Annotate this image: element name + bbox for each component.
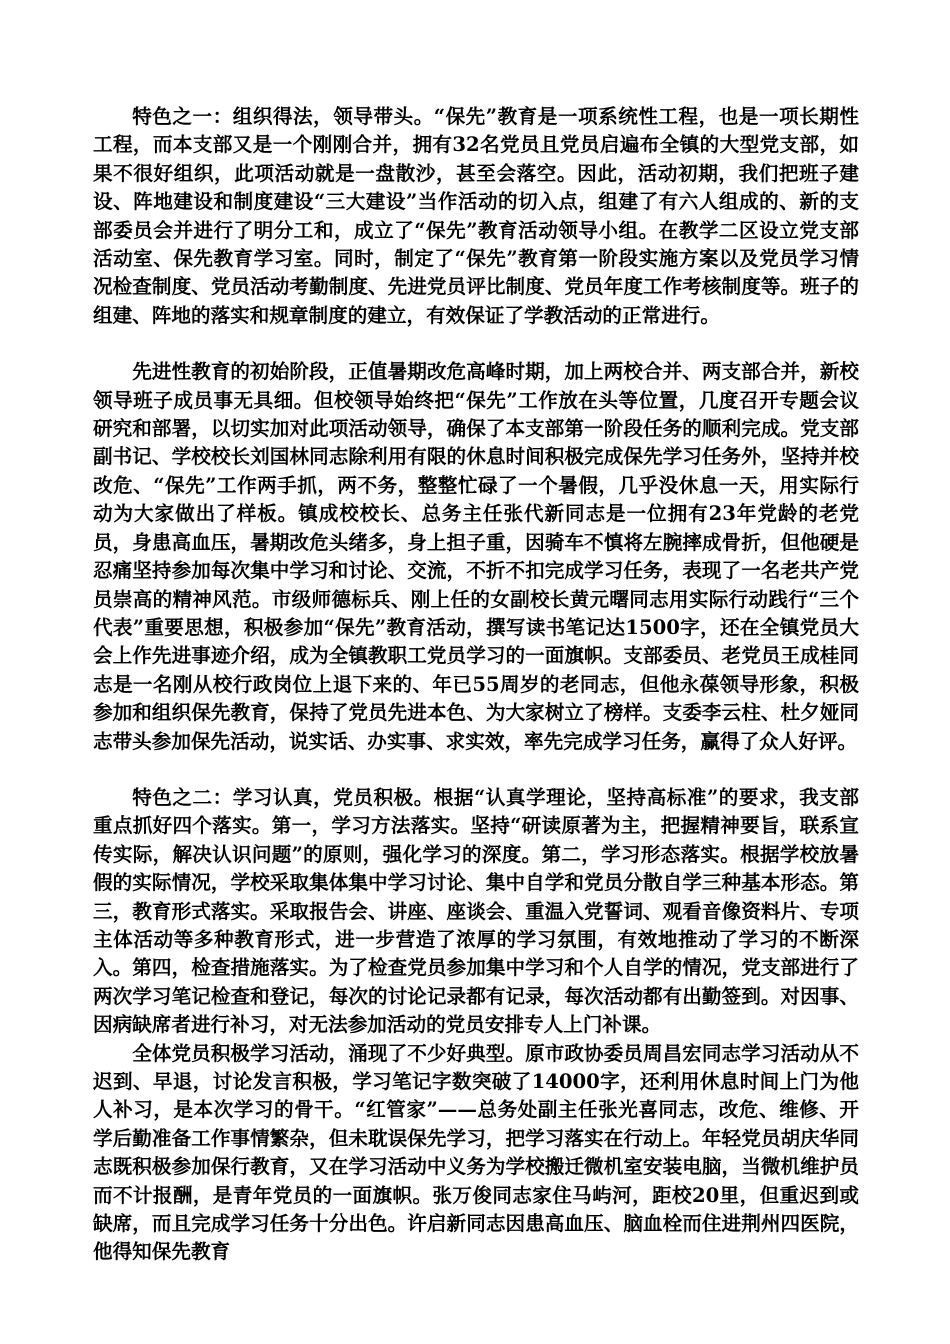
- paragraph-feature-two: 特色之二：学习认真，党员积极。根据“认真学理论，坚持高标准”的要求，我支部重点抓好四个落实。第一，学习方法落实。坚持“研读原著为主，把握精神要旨，联系宣传实际，解决认识问题”的原则，强化学习的深度。第二，学习形态落实。根据学校放暑假的实际情况，学校采取集体集中学习讨论、集中自学和党员分散自学三种基本形态。第三，教育形式落实。采取报告会、讲座、座谈会、重温入党誓词、观看音像资料片、专项主体活动等多种教育形式，进一步营造了浓厚的学习氛围，有效地推动了学习的不断深入。第四，检查措施落实。为了检查党员参加集中学习和个人自学的情况，党支部进行了两次学习笔记检查和登记，每次的讨论记录都有记录，每次活动都有出勤签到。对因事、因病缺席者进行补习，对无法参加活动的党员安排专人上门补课。: [93, 785, 859, 1037]
- paragraph-initial-stage: 先进性教育的初始阶段，正值暑期改危高峰时期，加上两校合并、两支部合并，新校领导班子成员事无具细。但校领导始终把“保先”工作放在头等位置，几度召开专题会议研究和部署，以切实加对此项活动领导，确保了本支部第一阶段任务的顺利完成。党支部副书记、学校校长刘国林同志除利用有限的休息时间积极完成保先学习任务外，坚持并校改危、“保先”工作两手抓，两不务，整整忙碌了一个暑假，几乎没休息一天，用实际行动为大家做出了样板。镇成校校长、总务主任张代新同志是一位拥有23年党龄的老党员，身患高血压，暑期改危头绪多，身上担子重，因骑车不慎将左腕摔成骨折，但他硬是忍痛坚持参加每次集中学习和讨论、交流，不折不扣完成学习任务，表现了一名老共产党员崇高的精神风范。市级师德标兵、刚上任的女副校长黄元曙同志用实际行动践行“三个代表”重要思想，积极参加“保先”教育活动，撰写读书笔记达1500字，还在全镇党员大会上作先进事迹介绍，成为全镇教职工党员学习的一面旗帜。支部委员、老党员王成桂同志是一名刚从校行政岗位上退下来的、年已55周岁的老同志，但他永葆领导形象，积极参加和组织保先教育，保持了党员先进本色、为大家树立了榜样。支委李云柱、杜夕娅同志带头参加保先活动，说实话、办实事、求实效，率先完成学习任务，赢得了众人好评。: [93, 360, 859, 753]
- paragraph-feature-one: 特色之一：组织得法，领导带头。“保先”教育是一项系统性工程，也是一项长期性工程，而本支部又是一个刚刚合并，拥有32名党员且党员启遍布全镇的大型党支部，如果不很好组织，此项活动就是一盘散沙，甚至会落空。因此，活动初期，我们把班子建设、阵地建设和制度建设“三大建设”当作活动的切入点，组建了有六人组成的、新的支部委员会并进行了明分工和，成立了“保先”教育活动领导小组。在教学二区设立党支部活动室、保先教育学习室。同时，制定了“保先”教育第一阶段实施方案以及党员学习情况检查制度、党员活动考勤制度、先进党员评比制度、党员年度工作考核制度等。班子的组建、阵地的落实和规章制度的建立，有效保证了学教活动的正常进行。: [93, 105, 859, 327]
- document-body: [93, 103, 859, 1267]
- paragraph-typical-examples: 全体党员积极学习活动，涌现了不少好典型。原市政协委员周昌宏同志学习活动从不迟到、早退，讨论发言积极，学习笔记字数突破了14000字，还利用休息时间上门为他人补习，是本次学习的骨干。“红管家”——总务处副主任张光喜同志，改危、维修、开学后勤准备工作事情繁杂，但未耽误保先学习，把学习落实在行动上。年轻党员胡庆华同志既积极参加保行教育，又在学习活动中义务为学校搬迁微机室安装电脑，当微机维护员而不计报酬，是青年党员的一面旗帜。张万俊同志家住马屿河，距校20里，但重迟到或缺席，而且完成学习任务十分出色。许启新同志因患高血压、脑血栓而住进荆州四医院，他得知保先教育: [93, 1041, 859, 1264]
